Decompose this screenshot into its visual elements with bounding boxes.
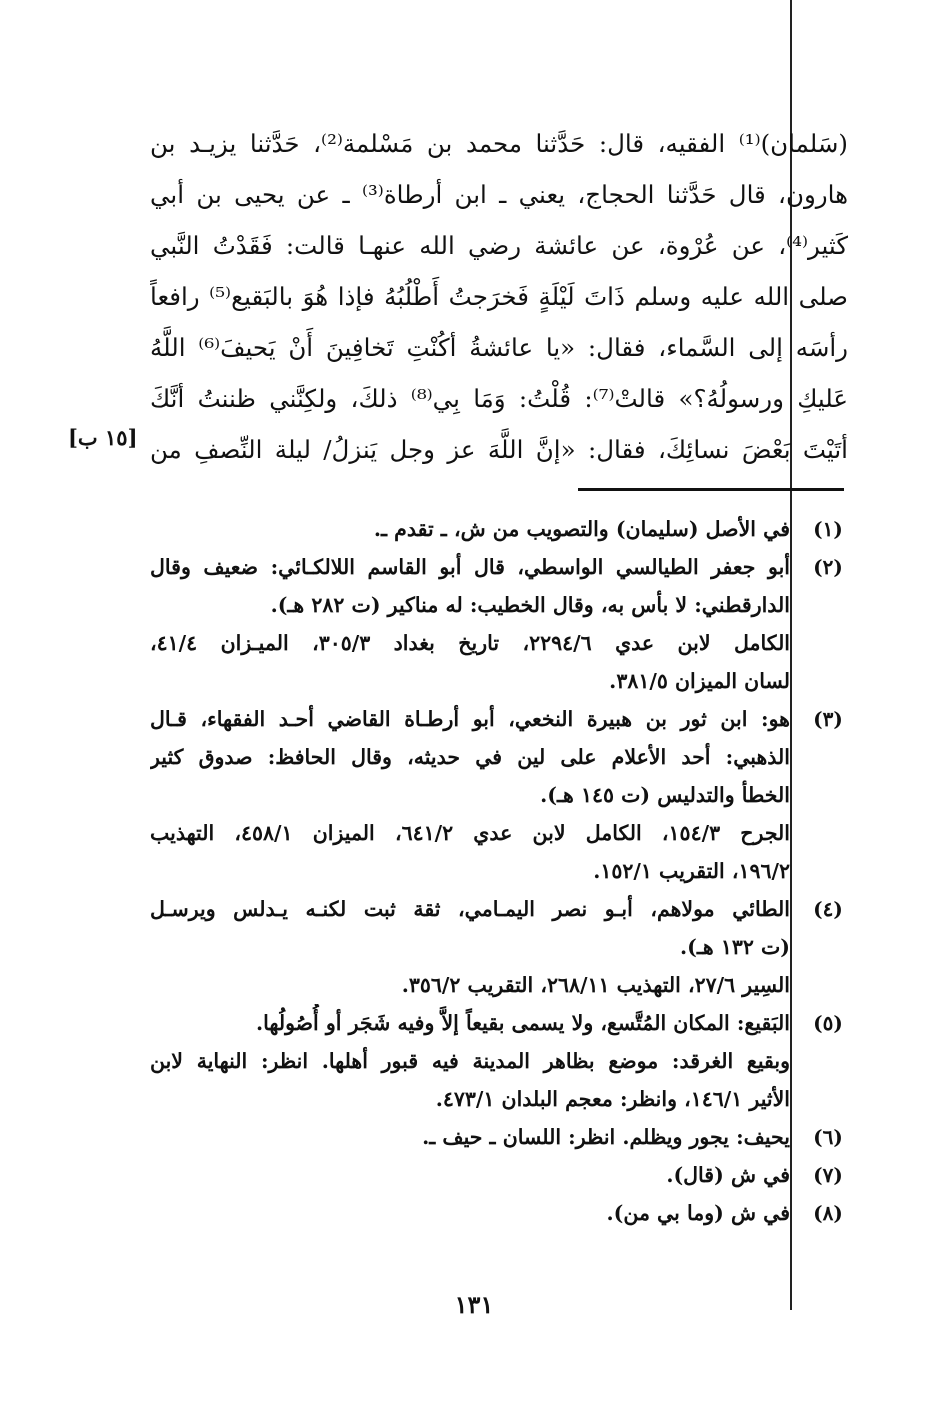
footnote bbox=[150, 1118, 850, 1156]
footnote-line: الخطأ والتدليس (ت ١٤٥ هـ). bbox=[540, 783, 790, 807]
footnote-line: (ت ١٣٢ هـ). bbox=[680, 935, 790, 959]
main-text bbox=[150, 118, 848, 475]
main-text-line: رأسَه إلى السَّماء، فقال: «يا عائشةُ أكُنْتِ تَخافِينَ أَنْ يَحيفَ⁽⁶⁾ اللَّهُ bbox=[150, 333, 848, 362]
footnote-number: (٨) bbox=[813, 1201, 843, 1225]
main-text-line: صلى الله عليه وسلم ذَاتَ لَيْلَةٍ فَخرَجتُ أَطْلُبُهُ فإذا هُوَ بالبَقيع⁽⁵⁾ رافعاً bbox=[150, 282, 848, 311]
footnote-line: لسان الميزان ٣٨١/٥. bbox=[609, 669, 790, 693]
footnote-line: الجرح ١٥٤/٣، الكامل لابن عدي ٦٤١/٢، الميزان ٤٥٨/١، التهذيب bbox=[150, 821, 790, 845]
footnote-separator bbox=[578, 488, 844, 491]
footnote-number: (٥) bbox=[813, 1011, 843, 1035]
footnote-line: الطائي مولاهم، أبـو نصر اليمـامي، ثقة ثبت لكنـه يـدلس ويرسـل bbox=[150, 897, 790, 921]
footnote-number: (٤) bbox=[813, 897, 843, 921]
page-number: ١٣١ bbox=[454, 1290, 494, 1319]
main-text-line: هارون، قال حَدَّثنا الحجاج، يعني ـ ابن أرطاة⁽³⁾ ـ عن يحيى بن أبي bbox=[150, 180, 848, 209]
footnote-line: ١٩٦/٢، التقريب ١٥٢/١. bbox=[593, 859, 790, 883]
footnote-line: في ش (وما بي من). bbox=[606, 1201, 790, 1225]
footnote-line: أبو جعفر الطيالسي الواسطي، قال أبو القاسم اللالكـائي: ضعيف وقال bbox=[150, 555, 790, 579]
margin-folio-note: [١٥ ب] bbox=[68, 425, 138, 450]
main-text-line: أتَيْتَ بَعْضَ نسائِكَ، فقال: «إنَّ اللَّهَ عز وجل يَنزلُ/ ليلة النِّصفِ من bbox=[150, 435, 848, 464]
footnote-line: هو: ابن ثور بن هبيرة النخعي، أبو أرطـاة القاضي أحـد الفقهاء، قـال bbox=[150, 707, 790, 731]
footnote bbox=[150, 890, 850, 1004]
main-text-line: عَليكِ ورسولُهُ؟» قالتْ⁽⁷⁾: قُلْتُ: وَمَا بِي⁽⁸⁾ ذلكَ، ولكِنَّني ظننتُ أنَّكَ bbox=[150, 384, 848, 413]
footnote-line: الدارقطني: لا بأس به، وقال الخطيب: له مناكير (ت ٢٨٢ هـ). bbox=[270, 593, 790, 617]
footnote bbox=[150, 700, 850, 890]
footnote-line: في الأصل (سليمان) والتصويب من ش، ـ تقدم ـ. bbox=[373, 517, 790, 541]
footnote-line: في ش (قال). bbox=[666, 1163, 790, 1187]
footnote-line: يحيف: يجور ويظلم. انظر: اللسان ـ حيف ـ. bbox=[422, 1125, 790, 1149]
footnote-number: (٣) bbox=[813, 707, 843, 731]
footnote bbox=[150, 548, 850, 700]
main-text-line: (سَلمان)⁽¹⁾ الفقيه، قال: حَدَّثنا محمد بن مَسْلمة⁽²⁾، حَدَّثنا يزيـد بن bbox=[150, 129, 848, 158]
footnote-number: (١) bbox=[813, 517, 843, 541]
footnote-line: الأثير ١٤٦/١، وانظر: معجم البلدان ٤٧٣/١. bbox=[435, 1087, 790, 1111]
footnote-number: (٦) bbox=[813, 1125, 843, 1149]
footnote-number: (٢) bbox=[813, 555, 843, 579]
footnote-number: (٧) bbox=[813, 1163, 843, 1187]
footnote-line: وبقيع الغرقد: موضع بظاهر المدينة فيه قبور أهلها. انظر: النهاية لابن bbox=[150, 1049, 790, 1073]
footnote-line: الكامل لابن عدي ٢٢٩٤/٦، تاريخ بغداد ٣٠٥/٣، الميـزان ٤١/٤، bbox=[150, 631, 790, 655]
footnotes bbox=[150, 510, 850, 1232]
footnote bbox=[150, 1194, 850, 1232]
footnote-line: البَقيع: المكان المُتَّسع، ولا يسمى بقيعاً إلاَّ وفيه شَجَر أو أُصُولُها. bbox=[255, 1011, 790, 1035]
footnote bbox=[150, 510, 850, 548]
main-text-line: كَثير⁽⁴⁾، عن عُرْوة، عن عائشة رضي الله عنهـا قالت: فَقَدْتُ النَّبي bbox=[150, 231, 848, 260]
footnote bbox=[150, 1156, 850, 1194]
footnote-line: السِير ٢٧/٦، التهذيب ٢٦٨/١١، التقريب ٣٥٦/٢. bbox=[401, 973, 790, 997]
footnote-line: الذهبي: أحد الأعلام على لين في حديثه، وقال الحافظ: صدوق كثير bbox=[150, 745, 790, 769]
footnote bbox=[150, 1004, 850, 1118]
